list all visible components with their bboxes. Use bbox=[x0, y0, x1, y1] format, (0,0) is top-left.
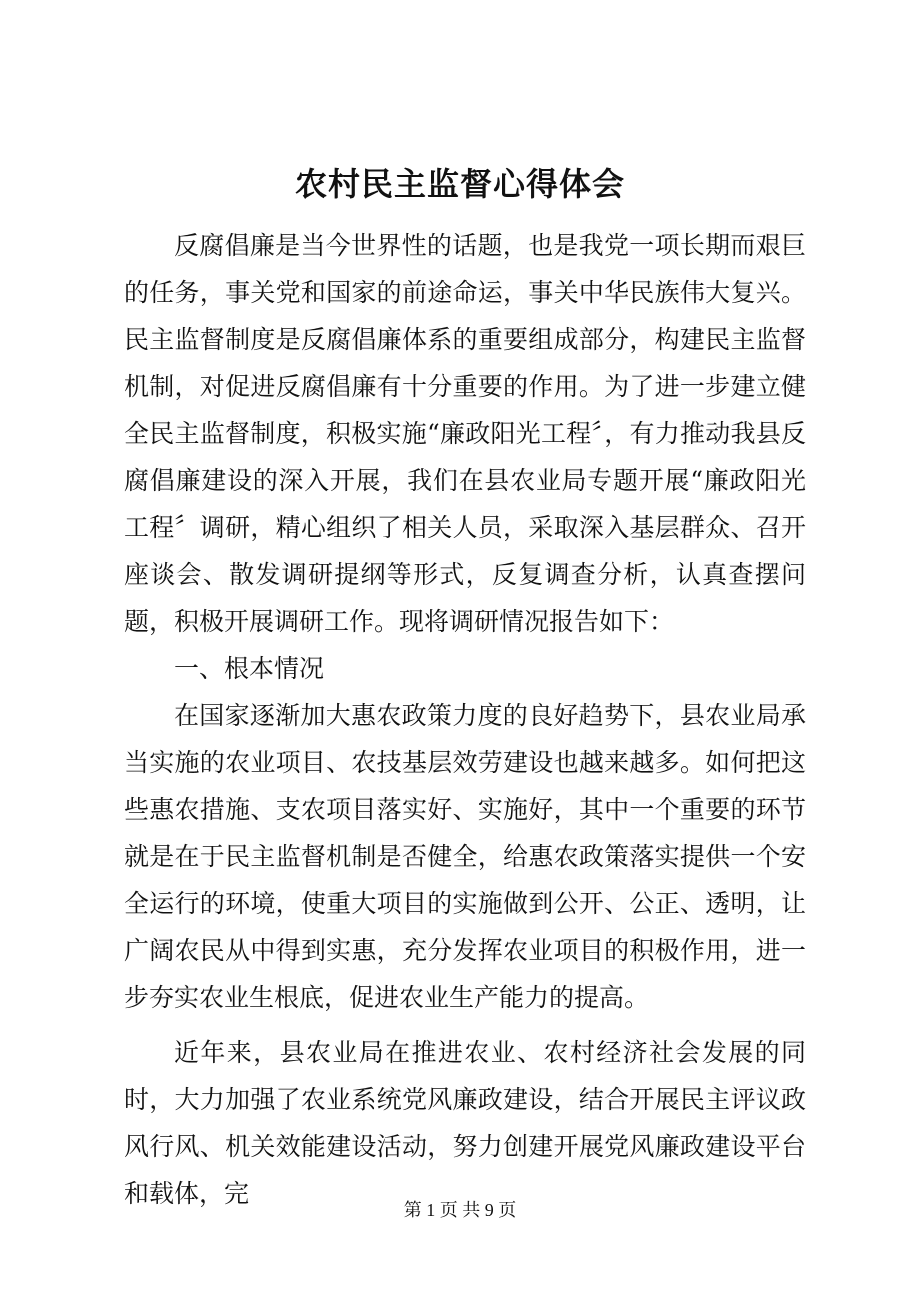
paragraph-intro: 反腐倡廉是当今世界性的话题，也是我党一项长期而艰巨的任务，事关党和国家的前途命运，事关中华民族伟大复兴。民主监督制度是反腐倡廉体系的重要组成部分，构建民主监督机制，对促进反腐倡廉有十分重要的作用。为了进一步建立健全民主监督制度，积极实施“廉政阳光工程〞，有力推动我县反腐倡廉建设的深入开展，我们在县农业局专题开展“廉政阳光工程〞调研，精心组织了相关人员，采取深入基层群众、召开座谈会、散发调研提纲等形式，反复调查分析，认真查摆问题，积极开展调研工作。现将调研情况报告如下： bbox=[124, 231, 806, 636]
document-body bbox=[124, 222, 806, 1217]
paragraph-gap bbox=[124, 1021, 806, 1029]
document-title: 农村民主监督心得体会 bbox=[294, 165, 625, 203]
page-number-footer: 第 1 页 共 9 页 bbox=[403, 1200, 517, 1220]
section-heading-basic-situation: 一、根本情况 bbox=[174, 654, 325, 683]
paragraph-basic-situation: 在国家逐渐加大惠农政策力度的良好趋势下，县农业局承当实施的农业项目、农技基层效劳建设也越来越多。如何把这些惠农措施、支农项目落实好、实施好，其中一个重要的环节就是在于民主监督机制是否健全，给惠农政策落实提供一个安全运行的环境，使重大项目的实施做到公开、公正、透明，让广阔农民从中得到实惠，充分发挥农业项目的积极作用，进一步夯实农业生根底，促进农业生产能力的提高。 bbox=[124, 701, 806, 1012]
paragraph-recent-years: 近年来，县农业局在推进农业、农村经济社会发展的同时，大力加强了农业系统党风廉政建设，结合开展民主评议政风行风、机关效能建设活动，努力创建开展党风廉政建设平台和载体，完 bbox=[124, 1038, 806, 1208]
